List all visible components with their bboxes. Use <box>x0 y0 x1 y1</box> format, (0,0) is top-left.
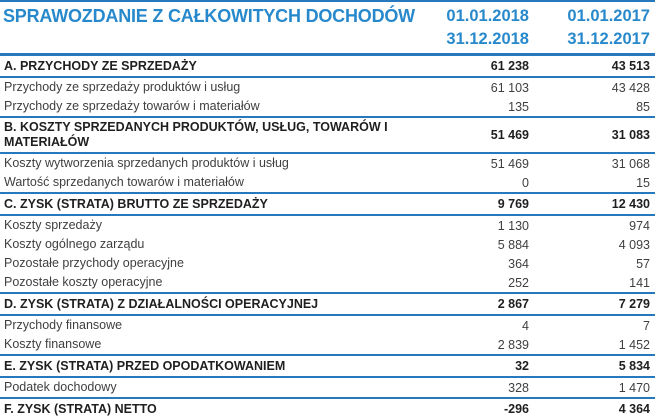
period-2018-start: 01.01.2018 <box>446 7 529 25</box>
row-value-2018: 1 130 <box>497 218 529 233</box>
row-value-2018: 61 103 <box>490 80 529 95</box>
row-label: D. ZYSK (STRATA) Z DZIAŁALNOŚCI OPERACYJNEJ <box>4 296 319 311</box>
row-label: Koszty finansowe <box>4 337 102 351</box>
row-value-2018: 2 839 <box>497 337 529 352</box>
row-value-2017: 4 093 <box>618 237 650 252</box>
table-row <box>0 378 655 397</box>
row-value-2017: 1 470 <box>618 380 650 395</box>
table-row <box>0 173 655 192</box>
row-value-2017: 1 452 <box>618 337 650 352</box>
row-value-2017: 4 364 <box>618 402 650 416</box>
statement-table-body <box>0 56 655 416</box>
row-value-2018: 61 238 <box>490 59 529 73</box>
row-label: Koszty ogólnego zarządu <box>4 237 145 251</box>
row-value-2018: 0 <box>522 175 529 190</box>
table-row <box>0 154 655 173</box>
table-row <box>0 335 655 354</box>
row-value-2018: 364 <box>508 256 529 271</box>
statement-title: SPRAWOZDANIE Z CAŁKOWITYCH DOCHODÓW <box>3 6 415 26</box>
row-value-2018: 135 <box>508 99 529 114</box>
table-row <box>0 292 655 316</box>
table-row <box>0 78 655 97</box>
row-value-2018: 328 <box>508 380 529 395</box>
period-2017-start: 01.01.2017 <box>567 7 650 25</box>
row-label: Przychody ze sprzedaży produktów i usług <box>4 80 241 94</box>
row-label: Pozostałe przychody operacyjne <box>4 256 184 270</box>
period-column-2018 <box>423 5 535 51</box>
table-row <box>0 397 655 416</box>
row-value-2017: 974 <box>629 218 650 233</box>
row-value-2017: 85 <box>636 99 650 114</box>
statement-header <box>0 2 655 56</box>
row-label: Koszty sprzedaży <box>4 218 102 232</box>
row-value-2017: 43 428 <box>611 80 650 95</box>
row-value-2017: 31 068 <box>611 156 650 171</box>
row-value-2017: 141 <box>629 275 650 290</box>
row-value-2018: 51 469 <box>490 128 529 142</box>
row-value-2018: 5 884 <box>497 237 529 252</box>
row-value-2018: 252 <box>508 275 529 290</box>
row-value-2017: 57 <box>636 256 650 271</box>
table-row <box>0 56 655 78</box>
row-value-2018: 32 <box>515 359 529 373</box>
table-row <box>0 354 655 378</box>
row-label: C. ZYSK (STRATA) BRUTTO ZE SPRZEDAŻY <box>4 196 268 211</box>
row-label: F. ZYSK (STRATA) NETTO <box>4 401 157 416</box>
table-row <box>0 235 655 254</box>
row-label: Przychody finansowe <box>4 318 123 332</box>
row-label: Pozostałe koszty operacyjne <box>4 275 163 289</box>
table-row <box>0 97 655 116</box>
row-label: Koszty wytworzenia sprzedanych produktów i usług <box>4 156 289 170</box>
row-value-2018: 2 867 <box>497 297 529 311</box>
table-row <box>0 116 655 154</box>
row-label: B. KOSZTY SPRZEDANYCH PRODUKTÓW, USŁUG, TOWARÓW I MATERIAŁÓW <box>4 120 388 149</box>
period-2017-end: 31.12.2017 <box>567 30 650 48</box>
table-row <box>0 254 655 273</box>
row-value-2017: 5 834 <box>618 359 650 373</box>
row-label: Wartość sprzedanych towarów i materiałów <box>4 175 244 189</box>
table-row <box>0 316 655 335</box>
row-label: Przychody ze sprzedaży towarów i materiałów <box>4 99 260 113</box>
row-label: E. ZYSK (STRATA) PRZED OPODATKOWANIEM <box>4 358 286 373</box>
row-value-2017: 15 <box>636 175 650 190</box>
row-value-2017: 31 083 <box>611 128 650 142</box>
period-2018-end: 31.12.2018 <box>446 30 529 48</box>
row-label: Podatek dochodowy <box>4 380 117 394</box>
row-value-2017: 7 279 <box>618 297 650 311</box>
row-label: A. PRZYCHODY ZE SPRZEDAŻY <box>4 58 197 73</box>
period-column-2017 <box>535 5 655 51</box>
row-value-2017: 7 <box>643 318 650 333</box>
table-row <box>0 273 655 292</box>
table-row <box>0 216 655 235</box>
row-value-2018: 51 469 <box>490 156 529 171</box>
row-value-2018: 9 769 <box>497 197 529 211</box>
row-value-2017: 43 513 <box>611 59 650 73</box>
row-value-2018: 4 <box>522 318 529 333</box>
table-row <box>0 192 655 216</box>
row-value-2018: -296 <box>503 402 529 416</box>
row-value-2017: 12 430 <box>611 197 650 211</box>
